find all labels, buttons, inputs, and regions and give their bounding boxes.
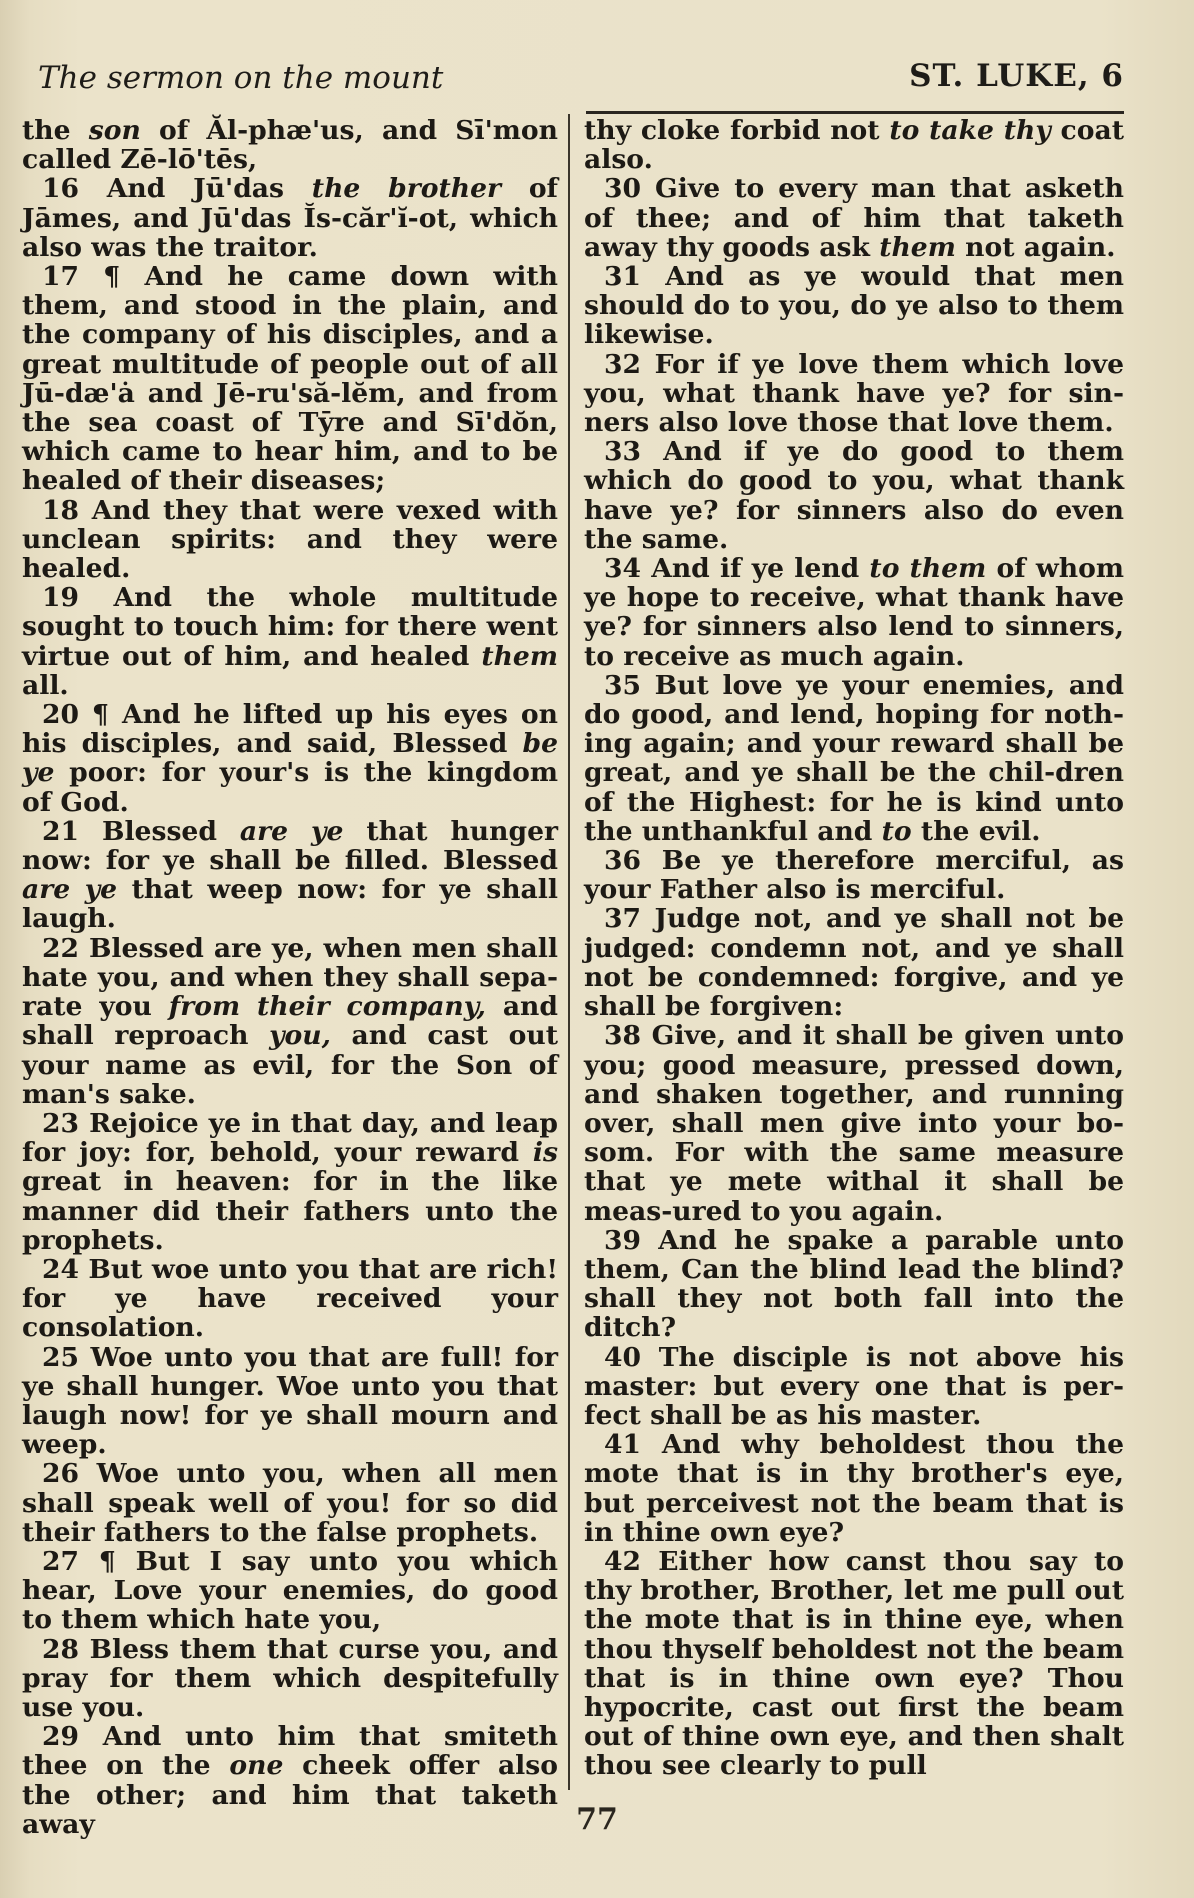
verse-paragraph xyxy=(584,350,1124,438)
text-segment: of Ăl-phæ'us, and Sī'mon called Zē-lō'tēs, xyxy=(22,115,558,176)
verse-paragraph xyxy=(584,1343,1124,1431)
text-segment: 38 Give, and it shall be given unto you; good measure, pressed down, and shaken together, and running over, shall men give into your bo-som. For with the same measure that ye mete withal it shall be meas-ured to you again. xyxy=(584,1020,1124,1227)
verse-paragraph xyxy=(22,934,558,1109)
text-segment: of whom ye hope to receive, what thank have ye? for sinners also lend to sinners, to receive as much again. xyxy=(584,553,1124,672)
verse-paragraph xyxy=(22,496,558,584)
text-segment: great in heaven: for in the like manner did their fathers unto the prophets. xyxy=(22,1166,558,1256)
verse-paragraph xyxy=(22,1255,558,1343)
verse-paragraph xyxy=(584,1430,1124,1547)
verse-paragraph xyxy=(584,846,1124,904)
text-segment: 39 And he spake a parable unto them, Can the blind lead the blind? shall they not both fall into the ditch? xyxy=(584,1224,1124,1344)
text-segment: that hunger now: for ye shall be filled. Blessed xyxy=(22,815,559,877)
continued-verse-text xyxy=(22,116,558,174)
italic-text-segment: to take thy xyxy=(889,115,1051,146)
text-segment: 35 But love ye your enemies, and do good, and lend, hoping for noth-ing again; and your reward shall be great, and ye shall be the chil-dren of the Highest: for he is kind unto the unthankful and xyxy=(584,669,1124,847)
text-segment: 34 And if ye lend xyxy=(604,553,870,585)
verse-paragraph xyxy=(584,554,1124,671)
italic-text-segment: them xyxy=(481,640,558,672)
text-segment: 30 Give to every man that asketh of thee; and of him that taketh away thy goods ask xyxy=(584,173,1124,263)
text-segment: 27 ¶ But I say unto you which hear, Love your enemies, do good to them which hate you, xyxy=(22,1545,558,1636)
italic-text-segment: are ye xyxy=(22,874,118,906)
text-segment: and cast out your name as evil, for the Son of man's sake. xyxy=(22,1020,559,1110)
text-segment: 17 ¶ And he came down with them, and stood in the plain, and the company of his disciples, and a great multitude of people out of all Jū-dæ'ȧ and Jē-ru'să-lĕm, and from the sea coast of Tȳre and Sī'dŏn, which came to hear him, and to be healed of their diseases; xyxy=(22,261,558,497)
text-segment: 21 Blessed xyxy=(42,815,240,847)
italic-text-segment: you, xyxy=(269,1020,331,1052)
italic-text-segment: are ye xyxy=(239,815,344,847)
running-title: The sermon on the mount xyxy=(38,60,444,96)
text-segment: the evil. xyxy=(911,815,1041,847)
text-segment: 32 For if ye love them which love you, what thank have ye? for sin-ners also love those that love them. xyxy=(584,348,1124,439)
verse-paragraph xyxy=(584,904,1124,1021)
italic-text-segment: be ye xyxy=(22,728,558,789)
verse-paragraph xyxy=(22,1547,558,1635)
text-segment: 41 And why beholdest thou the mote that is in thy brother's eye, but perceivest not the beam that is in thine own eye? xyxy=(584,1429,1124,1548)
text-segment: 19 And the whole multitude sought to touch him: for there went virtue out of him, and healed xyxy=(22,582,558,672)
text-segment: 37 Judge not, and ye shall not be judged: condemn not, and ye shall not be condemned: forgive, and ye shall be forgiven: xyxy=(584,903,1124,1023)
text-segment: of Jāmes, and Jū'das Ĭs-căr'ĭ-ot, which also was the traitor. xyxy=(22,173,558,263)
italic-text-segment: is xyxy=(532,1137,558,1169)
text-segment: 31 And as ye would that men should do to you, do ye also to them likewise. xyxy=(584,261,1124,351)
text-segment: 40 The disciple is not above his master: but every one that is per-fect shall be as his master. xyxy=(584,1341,1124,1431)
verse-paragraph xyxy=(584,174,1124,262)
text-segment: 36 Be ye therefore merciful, as your Father also is merciful. xyxy=(584,845,1124,906)
italic-text-segment: from their company, xyxy=(168,991,486,1023)
text-segment: 22 Blessed are ye, when men shall hate you, and when they shall sepa-rate you xyxy=(22,932,558,1023)
verse-paragraph xyxy=(584,1547,1124,1781)
verse-paragraph xyxy=(22,1459,558,1547)
verse-paragraph xyxy=(22,262,558,496)
text-segment: 29 And unto him that smiteth thee on the xyxy=(22,1721,558,1782)
verse-paragraph xyxy=(22,700,558,817)
verse-paragraph xyxy=(22,1635,558,1723)
italic-text-segment: them xyxy=(879,231,956,263)
book-chapter-reference: ST. LUKE, 6 xyxy=(909,58,1124,94)
text-segment: not again. xyxy=(955,231,1116,263)
text-segment: all. xyxy=(22,669,69,701)
text-segment: the xyxy=(22,115,89,146)
text-segment: and shall reproach xyxy=(22,991,558,1052)
verse-paragraph xyxy=(584,1226,1124,1343)
text-segment: 16 And Jū'das xyxy=(42,173,312,205)
italic-text-segment: son xyxy=(88,115,141,146)
text-segment: 23 Rejoice ye in that day, and leap for joy: for, behold, your reward xyxy=(22,1107,558,1169)
right-text-column xyxy=(584,116,1124,1781)
text-segment: cheek offer also the other; and him that taketh away xyxy=(22,1750,558,1840)
italic-text-segment: to them xyxy=(869,553,987,585)
italic-text-segment: one xyxy=(229,1750,284,1782)
italic-text-segment: the brother xyxy=(311,173,502,205)
continued-verse-text xyxy=(584,116,1124,174)
text-segment: 28 Bless them that curse you, and pray for them which despitefully use you. xyxy=(22,1633,558,1723)
text-segment: 26 Woe unto you, when all men shall speak well of you! for so did their fathers to the false prophets. xyxy=(22,1458,558,1548)
text-segment: coat also. xyxy=(584,115,1124,176)
text-segment: that weep now: for ye shall laugh. xyxy=(22,874,558,935)
text-segment: thy cloke forbid not xyxy=(584,115,890,146)
column-divider xyxy=(568,114,570,1790)
text-segment: poor: for your's is the kingdom of God. xyxy=(22,757,558,818)
verse-paragraph xyxy=(584,1021,1124,1225)
text-segment: 42 Either how canst thou say to thy brother, Brother, let me pull out the mote that is in thine eye, when thou thyself beholdest not the beam that is in thine own eye? Thou hypocrite, cast out first the beam out of thine own eye, and then shalt thou see clearly to pull xyxy=(584,1545,1124,1782)
verse-paragraph xyxy=(584,671,1124,846)
verse-paragraph xyxy=(22,817,558,934)
italic-text-segment: to xyxy=(881,815,912,847)
text-segment: 25 Woe unto you that are full! for ye shall hunger. Woe unto you that laugh now! for ye shall mourn and weep. xyxy=(22,1341,558,1461)
text-segment: 20 ¶ And he lifted up his eyes on his disciples, and said, Blessed xyxy=(22,699,558,760)
verse-paragraph xyxy=(22,1343,558,1460)
verse-paragraph xyxy=(584,262,1124,350)
verse-paragraph xyxy=(22,174,558,262)
text-segment: 33 And if ye do good to them which do good to you, what thank have ye? for sinners also do even the same. xyxy=(584,436,1124,555)
text-segment: 24 But woe unto you that are rich! for ye have received your consolation. xyxy=(22,1253,558,1344)
left-text-column xyxy=(22,116,558,1839)
page-header xyxy=(38,56,1124,104)
verse-paragraph xyxy=(22,1109,558,1255)
verse-paragraph xyxy=(22,583,558,700)
page-number: 77 xyxy=(576,1802,618,1837)
text-segment: 18 And they that were vexed with unclean spirits: and they were healed. xyxy=(22,494,558,585)
verse-paragraph xyxy=(584,437,1124,554)
header-rule xyxy=(586,111,1124,114)
